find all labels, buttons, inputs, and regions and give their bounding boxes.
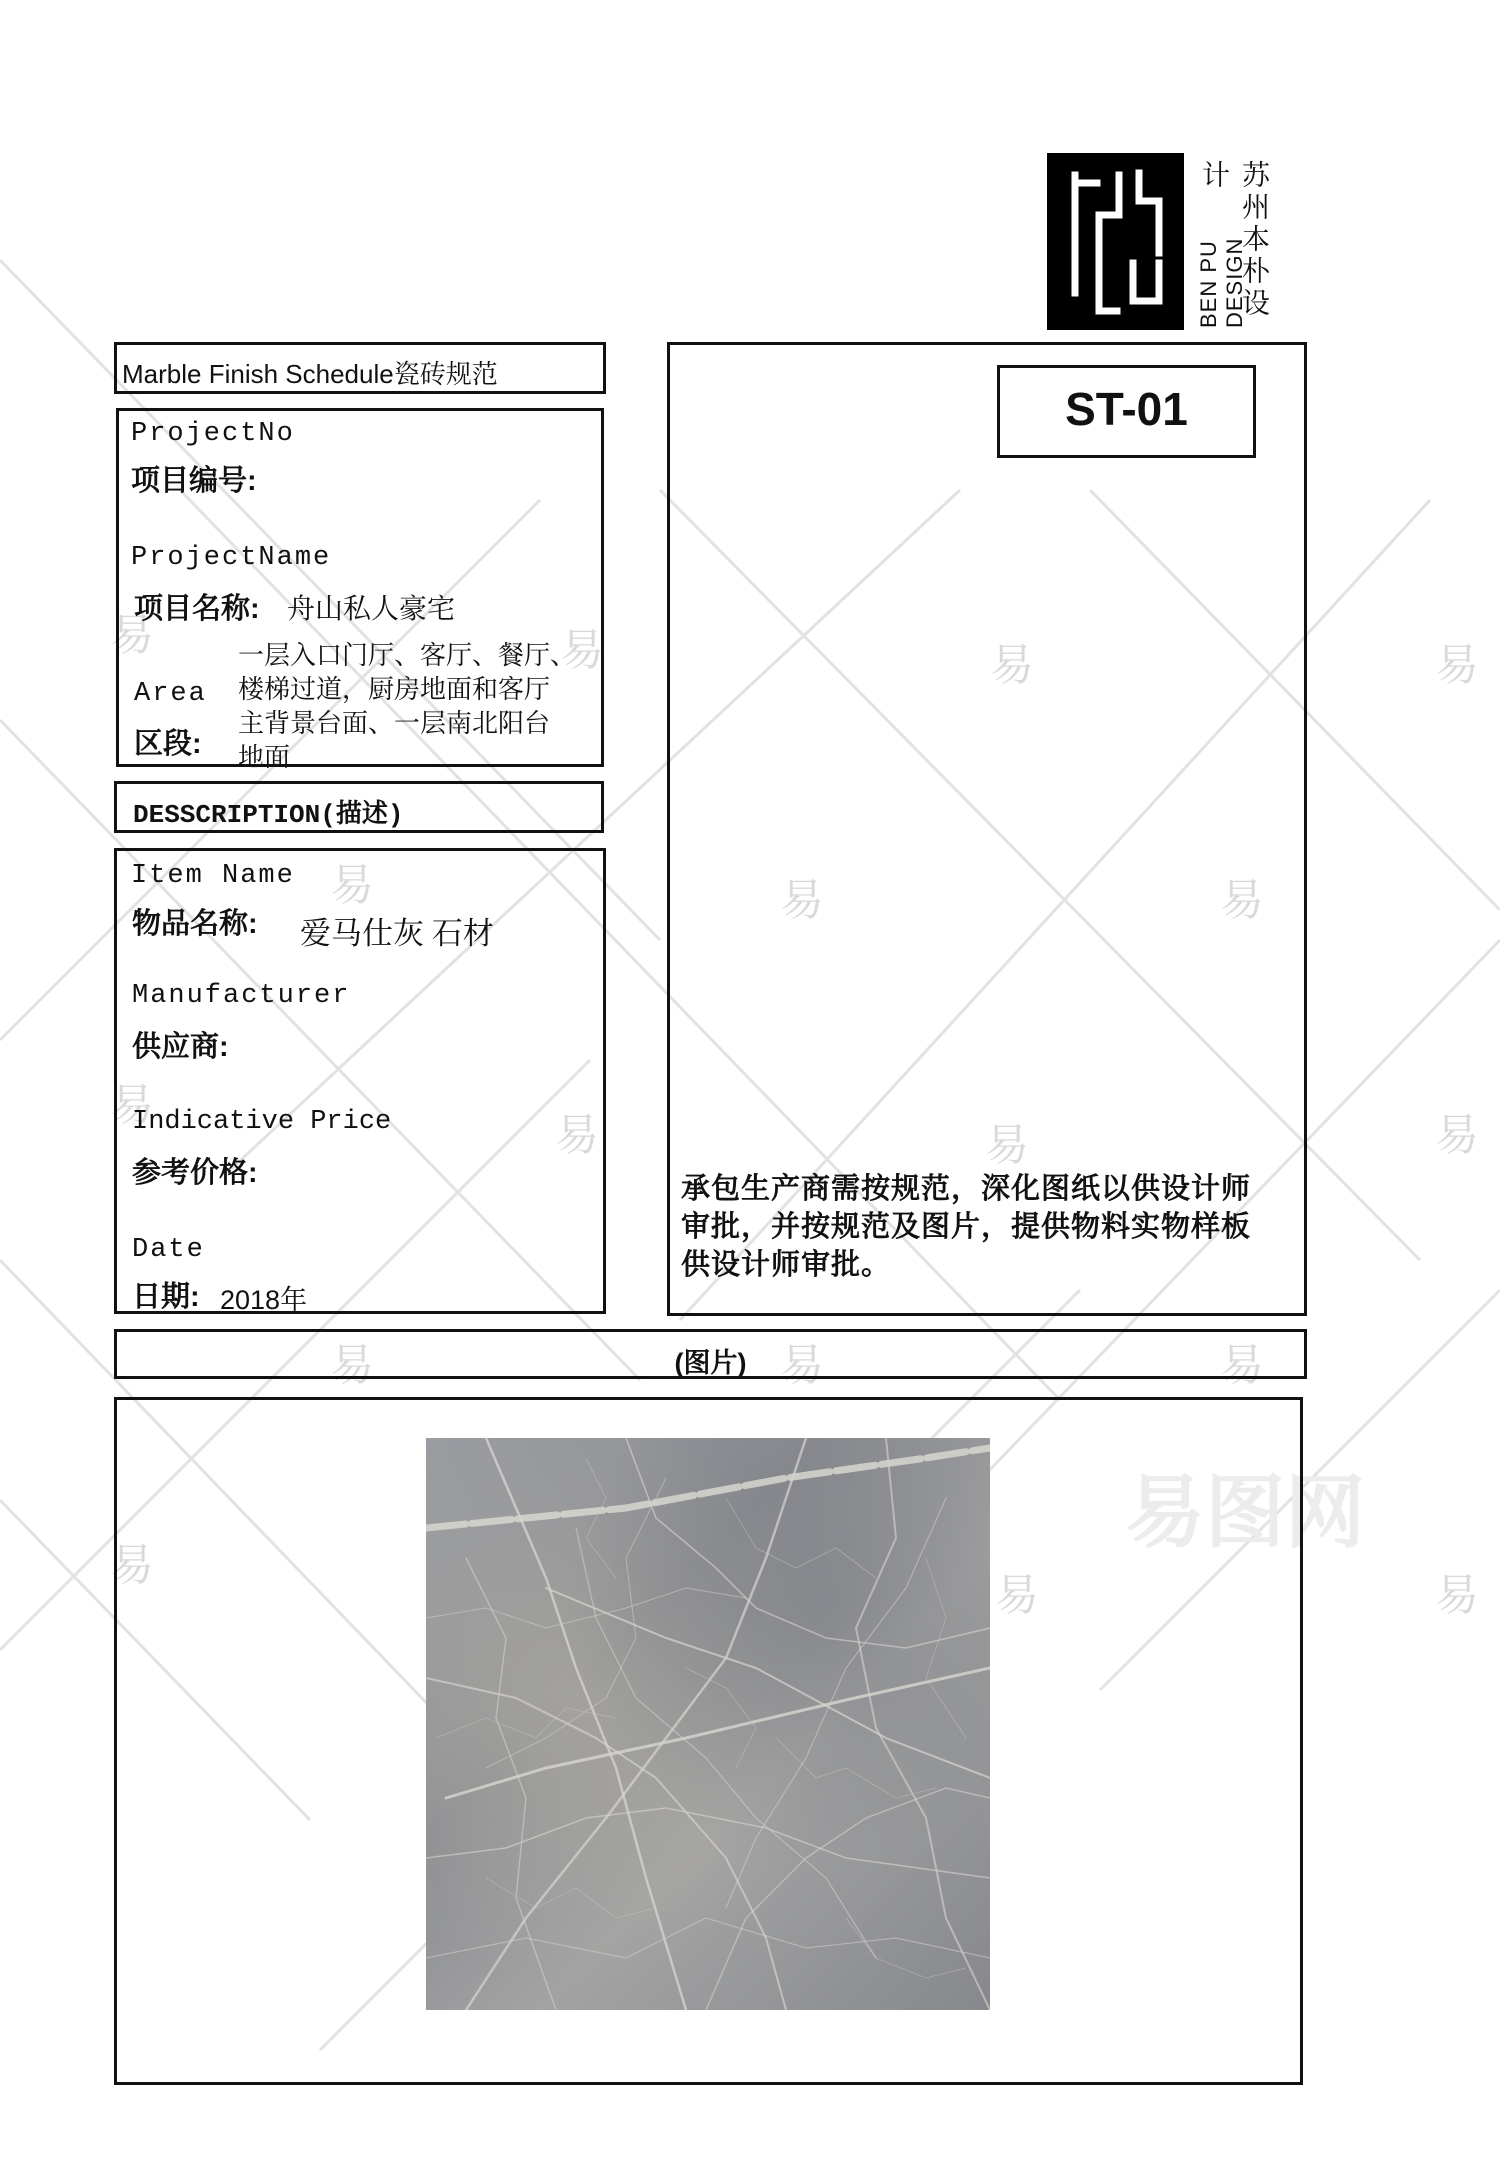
- notes-panel: [667, 342, 1307, 1316]
- description-heading-box: [114, 781, 604, 833]
- svg-text:易: 易: [330, 860, 374, 911]
- area-line: 主背景台面、一层南北阳台: [238, 709, 551, 738]
- project-name-value: 舟山私人豪宅: [287, 594, 456, 625]
- schedule-code: ST-01: [1065, 383, 1188, 435]
- svg-text:易: 易: [1220, 1340, 1264, 1391]
- code-box: [997, 365, 1256, 458]
- svg-text:易: 易: [110, 1540, 154, 1591]
- area-line: 地面: [238, 743, 291, 772]
- item-name-label-en: Item Name: [131, 861, 295, 891]
- note-line: 承包生产商需按规范，深化图纸以供设计师: [681, 1173, 1252, 1205]
- description-heading: DESSCRIPTION(描述): [133, 800, 404, 830]
- page-title: Marble Finish Schedule瓷砖规范: [122, 359, 498, 389]
- company-logo: [1047, 153, 1184, 330]
- svg-text:易: 易: [555, 1110, 599, 1161]
- svg-text:易: 易: [1220, 875, 1264, 926]
- date-label-cn: 日期:: [132, 1281, 200, 1313]
- svg-text:易: 易: [995, 1570, 1039, 1621]
- note-line: 审批，并按规范及图片，提供物料实物样板: [681, 1211, 1252, 1243]
- title-box: [114, 342, 606, 394]
- project-name-label-cn: 项目名称:: [134, 593, 260, 625]
- svg-text:易: 易: [780, 1340, 824, 1391]
- svg-text:易: 易: [110, 610, 154, 661]
- project-name-label-en: ProjectName: [131, 543, 332, 573]
- svg-text:易图网: 易图网: [1125, 1466, 1365, 1559]
- manufacturer-label-en: Manufacturer: [132, 981, 351, 1011]
- date-label-en: Date: [132, 1235, 205, 1265]
- description-box: [114, 848, 606, 1314]
- area-label-en: Area: [134, 679, 207, 709]
- svg-text:易: 易: [330, 1340, 374, 1391]
- svg-text:易: 易: [1435, 1570, 1479, 1621]
- manufacturer-label-cn: 供应商:: [132, 1031, 229, 1063]
- svg-text:易: 易: [560, 625, 604, 676]
- marble-sample-image: [426, 1438, 990, 2010]
- note-text: [681, 1170, 1251, 1284]
- svg-text:易: 易: [990, 640, 1034, 691]
- area-value: [238, 639, 576, 775]
- price-label-cn: 参考价格:: [132, 1157, 258, 1189]
- picture-box: [114, 1397, 1303, 2085]
- picture-heading-box: [114, 1329, 1307, 1379]
- price-label-en: Indicative Price: [132, 1107, 392, 1137]
- logo-name-en: BEN PU DESIGN: [1196, 237, 1247, 328]
- logo-name-cn: 苏州本朴设计: [1199, 160, 1270, 320]
- svg-text:易: 易: [1435, 640, 1479, 691]
- svg-text:易: 易: [1435, 1110, 1479, 1161]
- date-value: 2018年: [220, 1285, 308, 1315]
- area-line: 楼梯过道，厨房地面和客厅: [238, 675, 551, 704]
- picture-heading: (图片): [674, 1348, 747, 1378]
- item-name-label-cn: 物品名称:: [132, 908, 258, 940]
- project-info-box: [116, 408, 604, 772]
- svg-text:易: 易: [110, 1080, 154, 1131]
- svg-text:易: 易: [780, 875, 824, 926]
- area-line: 一层入口门厅、客厅、餐厅、: [238, 641, 577, 670]
- project-no-label-en: ProjectNo: [131, 419, 295, 449]
- svg-text:易: 易: [985, 1120, 1029, 1171]
- area-label-cn: 区段:: [134, 728, 202, 760]
- project-no-label-cn: 项目编号:: [131, 465, 257, 497]
- note-line: 供设计师审批。: [681, 1249, 892, 1281]
- item-name-value: 爱马仕灰 石材: [300, 916, 494, 951]
